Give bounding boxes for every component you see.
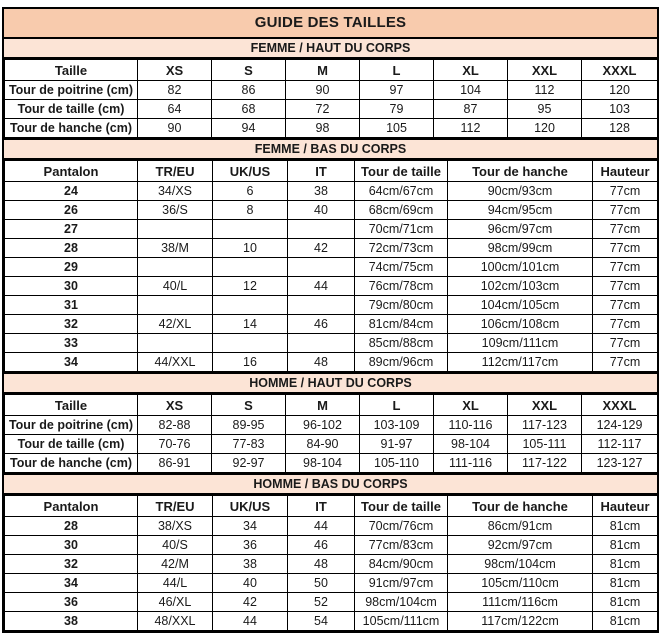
table-cell: 105 bbox=[360, 119, 434, 138]
table-row bbox=[5, 536, 658, 555]
table-cell: 77cm bbox=[593, 201, 658, 220]
table-cell: 34 bbox=[213, 517, 288, 536]
table-cell: 72 bbox=[286, 100, 360, 119]
table-cell bbox=[288, 258, 355, 277]
row-header: Tour de poitrine (cm) bbox=[5, 416, 138, 435]
table-row bbox=[5, 593, 658, 612]
table-cell: 44/XXL bbox=[138, 353, 213, 372]
table-cell: 112 bbox=[434, 119, 508, 138]
column-header: XXL bbox=[508, 395, 582, 416]
table-cell: 6 bbox=[213, 182, 288, 201]
table-cell: 81cm bbox=[593, 574, 658, 593]
row-header: 28 bbox=[5, 239, 138, 258]
table-cell: 86-91 bbox=[138, 454, 212, 473]
table-cell: 77cm bbox=[593, 315, 658, 334]
row-header: 30 bbox=[5, 277, 138, 296]
table-cell: 89cm/96cm bbox=[355, 353, 448, 372]
table-cell: 34/XS bbox=[138, 182, 213, 201]
table-row bbox=[5, 416, 658, 435]
table-row bbox=[5, 612, 658, 631]
table-row bbox=[5, 239, 658, 258]
table-cell bbox=[138, 296, 213, 315]
row-header: 33 bbox=[5, 334, 138, 353]
table-cell: 105cm/111cm bbox=[355, 612, 448, 631]
table-cell: 40 bbox=[288, 201, 355, 220]
column-header: XS bbox=[138, 60, 212, 81]
table-cell: 48 bbox=[288, 353, 355, 372]
table-cell: 81cm bbox=[593, 593, 658, 612]
table-cell: 14 bbox=[213, 315, 288, 334]
table-cell: 105-111 bbox=[508, 435, 582, 454]
table-cell: 98 bbox=[286, 119, 360, 138]
table-cell: 81cm bbox=[593, 517, 658, 536]
table-cell: 70cm/71cm bbox=[355, 220, 448, 239]
column-header: IT bbox=[288, 161, 355, 182]
table-cell: 110-116 bbox=[434, 416, 508, 435]
table-cell: 68cm/69cm bbox=[355, 201, 448, 220]
table-cell: 100cm/101cm bbox=[448, 258, 593, 277]
row-header: 29 bbox=[5, 258, 138, 277]
column-header: Taille bbox=[5, 395, 138, 416]
table-cell: 90 bbox=[138, 119, 212, 138]
column-header: TR/EU bbox=[138, 161, 213, 182]
table-cell: 40 bbox=[213, 574, 288, 593]
table-cell: 81cm bbox=[593, 555, 658, 574]
table-homme-haut-du-corps bbox=[4, 394, 658, 473]
column-header: Tour de hanche bbox=[448, 161, 593, 182]
header-row bbox=[5, 395, 658, 416]
table-cell: 95 bbox=[508, 100, 582, 119]
row-header: 38 bbox=[5, 612, 138, 631]
header-row bbox=[5, 60, 658, 81]
row-header: 31 bbox=[5, 296, 138, 315]
header-row bbox=[5, 496, 658, 517]
table-cell: 76cm/78cm bbox=[355, 277, 448, 296]
table-cell: 44 bbox=[288, 277, 355, 296]
table-cell: 46/XL bbox=[138, 593, 213, 612]
table-cell: 64cm/67cm bbox=[355, 182, 448, 201]
column-header: M bbox=[286, 395, 360, 416]
table-cell: 72cm/73cm bbox=[355, 239, 448, 258]
column-header: XXL bbox=[508, 60, 582, 81]
table-cell: 103-109 bbox=[360, 416, 434, 435]
row-header: 26 bbox=[5, 201, 138, 220]
table-cell: 86 bbox=[212, 81, 286, 100]
table-row bbox=[5, 517, 658, 536]
column-header: S bbox=[212, 395, 286, 416]
table-cell: 42/M bbox=[138, 555, 213, 574]
table-cell: 79cm/80cm bbox=[355, 296, 448, 315]
table-cell: 64 bbox=[138, 100, 212, 119]
column-header: XS bbox=[138, 395, 212, 416]
size-guide-sheet bbox=[2, 7, 659, 633]
table-cell: 120 bbox=[508, 119, 582, 138]
column-header: M bbox=[286, 60, 360, 81]
table-row bbox=[5, 81, 658, 100]
table-cell bbox=[138, 334, 213, 353]
table-cell: 79 bbox=[360, 100, 434, 119]
table-cell: 42 bbox=[213, 593, 288, 612]
table-cell: 123-127 bbox=[582, 454, 658, 473]
table-cell bbox=[213, 334, 288, 353]
table-cell: 98cm/99cm bbox=[448, 239, 593, 258]
table-cell: 109cm/111cm bbox=[448, 334, 593, 353]
column-header: Tour de taille bbox=[355, 496, 448, 517]
table-cell bbox=[288, 220, 355, 239]
row-header: 24 bbox=[5, 182, 138, 201]
table-cell: 84cm/90cm bbox=[355, 555, 448, 574]
table-cell bbox=[288, 334, 355, 353]
section-homme-bas-du-corps bbox=[4, 473, 657, 631]
table-cell: 77cm bbox=[593, 258, 658, 277]
table-row bbox=[5, 555, 658, 574]
table-cell: 98-104 bbox=[434, 435, 508, 454]
row-header: 34 bbox=[5, 574, 138, 593]
table-cell: 77-83 bbox=[212, 435, 286, 454]
table-cell: 81cm bbox=[593, 612, 658, 631]
table-cell: 16 bbox=[213, 353, 288, 372]
table-cell: 54 bbox=[288, 612, 355, 631]
table-cell: 77cm bbox=[593, 353, 658, 372]
table-cell: 91-97 bbox=[360, 435, 434, 454]
column-header: XL bbox=[434, 395, 508, 416]
table-cell: 40/S bbox=[138, 536, 213, 555]
table-cell: 81cm/84cm bbox=[355, 315, 448, 334]
table-femme-bas-du-corps bbox=[4, 160, 658, 372]
table-cell: 112-117 bbox=[582, 435, 658, 454]
table-cell: 96-102 bbox=[286, 416, 360, 435]
table-cell: 102cm/103cm bbox=[448, 277, 593, 296]
column-header: UK/US bbox=[213, 161, 288, 182]
table-row bbox=[5, 119, 658, 138]
table-cell: 42 bbox=[288, 239, 355, 258]
column-header: Hauteur bbox=[593, 161, 658, 182]
table-cell: 104 bbox=[434, 81, 508, 100]
table-cell: 94 bbox=[212, 119, 286, 138]
table-cell bbox=[213, 220, 288, 239]
column-header: L bbox=[360, 60, 434, 81]
section-header-homme-bas: HOMME / BAS DU CORPS bbox=[4, 473, 657, 495]
table-cell: 36/S bbox=[138, 201, 213, 220]
table-cell: 117-123 bbox=[508, 416, 582, 435]
column-header: XXXL bbox=[582, 60, 658, 81]
section-femme-bas-du-corps bbox=[4, 138, 657, 372]
table-cell: 77cm bbox=[593, 220, 658, 239]
table-cell: 105-110 bbox=[360, 454, 434, 473]
column-header: XL bbox=[434, 60, 508, 81]
table-cell: 103 bbox=[582, 100, 658, 119]
table-cell: 48/XXL bbox=[138, 612, 213, 631]
table-cell: 48 bbox=[288, 555, 355, 574]
table-cell: 117-122 bbox=[508, 454, 582, 473]
row-header: 27 bbox=[5, 220, 138, 239]
table-cell: 98-104 bbox=[286, 454, 360, 473]
row-header: 30 bbox=[5, 536, 138, 555]
column-header: Tour de taille bbox=[355, 161, 448, 182]
row-header: 34 bbox=[5, 353, 138, 372]
table-cell: 90 bbox=[286, 81, 360, 100]
table-row bbox=[5, 277, 658, 296]
table-row bbox=[5, 315, 658, 334]
table-row bbox=[5, 220, 658, 239]
column-header: S bbox=[212, 60, 286, 81]
table-cell: 92cm/97cm bbox=[448, 536, 593, 555]
table-cell: 52 bbox=[288, 593, 355, 612]
column-header: UK/US bbox=[213, 496, 288, 517]
table-homme-bas-du-corps bbox=[4, 495, 658, 631]
section-header-femme-bas: FEMME / BAS DU CORPS bbox=[4, 138, 657, 160]
table-cell: 44 bbox=[288, 517, 355, 536]
table-row bbox=[5, 182, 658, 201]
table-cell: 89-95 bbox=[212, 416, 286, 435]
section-femme-haut-du-corps bbox=[4, 39, 657, 138]
table-cell: 91cm/97cm bbox=[355, 574, 448, 593]
table-cell: 77cm bbox=[593, 182, 658, 201]
row-header: Tour de hanche (cm) bbox=[5, 454, 138, 473]
table-cell: 85cm/88cm bbox=[355, 334, 448, 353]
table-cell: 77cm/83cm bbox=[355, 536, 448, 555]
table-row bbox=[5, 334, 658, 353]
table-cell: 44/L bbox=[138, 574, 213, 593]
table-cell: 74cm/75cm bbox=[355, 258, 448, 277]
table-cell: 120 bbox=[582, 81, 658, 100]
row-header: Tour de taille (cm) bbox=[5, 435, 138, 454]
column-header: Hauteur bbox=[593, 496, 658, 517]
section-header-femme-haut: FEMME / HAUT DU CORPS bbox=[4, 39, 657, 59]
table-cell: 46 bbox=[288, 315, 355, 334]
table-cell: 104cm/105cm bbox=[448, 296, 593, 315]
table-cell: 97 bbox=[360, 81, 434, 100]
table-cell: 92-97 bbox=[212, 454, 286, 473]
table-cell: 38/M bbox=[138, 239, 213, 258]
table-row bbox=[5, 201, 658, 220]
table-cell: 82-88 bbox=[138, 416, 212, 435]
table-cell: 111cm/116cm bbox=[448, 593, 593, 612]
table-cell: 112 bbox=[508, 81, 582, 100]
row-header: 32 bbox=[5, 315, 138, 334]
table-cell: 70-76 bbox=[138, 435, 212, 454]
table-cell: 90cm/93cm bbox=[448, 182, 593, 201]
page-title: GUIDE DES TAILLES bbox=[4, 9, 657, 39]
table-cell: 40/L bbox=[138, 277, 213, 296]
row-header: 36 bbox=[5, 593, 138, 612]
table-cell: 117cm/122cm bbox=[448, 612, 593, 631]
section-homme-haut-du-corps bbox=[4, 372, 657, 473]
table-cell: 94cm/95cm bbox=[448, 201, 593, 220]
column-header: IT bbox=[288, 496, 355, 517]
table-cell: 128 bbox=[582, 119, 658, 138]
section-header-homme-haut: HOMME / HAUT DU CORPS bbox=[4, 372, 657, 394]
table-cell: 38 bbox=[213, 555, 288, 574]
table-cell: 84-90 bbox=[286, 435, 360, 454]
header-row bbox=[5, 161, 658, 182]
table-cell: 44 bbox=[213, 612, 288, 631]
table-row bbox=[5, 454, 658, 473]
table-row bbox=[5, 574, 658, 593]
table-cell: 106cm/108cm bbox=[448, 315, 593, 334]
table-cell: 98cm/104cm bbox=[448, 555, 593, 574]
column-header: Tour de hanche bbox=[448, 496, 593, 517]
table-cell: 87 bbox=[434, 100, 508, 119]
table-cell: 38/XS bbox=[138, 517, 213, 536]
row-header: 32 bbox=[5, 555, 138, 574]
table-cell: 111-116 bbox=[434, 454, 508, 473]
column-header: Pantalon bbox=[5, 496, 138, 517]
row-header: Tour de taille (cm) bbox=[5, 100, 138, 119]
table-cell: 77cm bbox=[593, 334, 658, 353]
table-cell bbox=[213, 296, 288, 315]
table-row bbox=[5, 353, 658, 372]
table-femme-haut-du-corps bbox=[4, 59, 658, 138]
table-cell: 77cm bbox=[593, 239, 658, 258]
table-cell: 12 bbox=[213, 277, 288, 296]
table-cell: 124-129 bbox=[582, 416, 658, 435]
table-cell bbox=[288, 296, 355, 315]
table-cell: 77cm bbox=[593, 277, 658, 296]
table-cell: 46 bbox=[288, 536, 355, 555]
table-cell: 36 bbox=[213, 536, 288, 555]
table-cell bbox=[213, 258, 288, 277]
table-cell: 68 bbox=[212, 100, 286, 119]
column-header: TR/EU bbox=[138, 496, 213, 517]
table-cell: 81cm bbox=[593, 536, 658, 555]
table-cell: 42/XL bbox=[138, 315, 213, 334]
table-cell: 105cm/110cm bbox=[448, 574, 593, 593]
column-header: L bbox=[360, 395, 434, 416]
row-header: Tour de hanche (cm) bbox=[5, 119, 138, 138]
table-row bbox=[5, 296, 658, 315]
row-header: 28 bbox=[5, 517, 138, 536]
table-cell: 8 bbox=[213, 201, 288, 220]
row-header: Tour de poitrine (cm) bbox=[5, 81, 138, 100]
table-cell: 112cm/117cm bbox=[448, 353, 593, 372]
table-cell: 82 bbox=[138, 81, 212, 100]
table-cell: 50 bbox=[288, 574, 355, 593]
table-cell: 86cm/91cm bbox=[448, 517, 593, 536]
table-cell: 96cm/97cm bbox=[448, 220, 593, 239]
table-row bbox=[5, 100, 658, 119]
table-cell: 10 bbox=[213, 239, 288, 258]
column-header: XXXL bbox=[582, 395, 658, 416]
table-cell: 98cm/104cm bbox=[355, 593, 448, 612]
table-row bbox=[5, 258, 658, 277]
column-header: Taille bbox=[5, 60, 138, 81]
table-row bbox=[5, 435, 658, 454]
column-header: Pantalon bbox=[5, 161, 138, 182]
table-cell: 38 bbox=[288, 182, 355, 201]
table-cell: 77cm bbox=[593, 296, 658, 315]
table-cell bbox=[138, 220, 213, 239]
table-cell: 70cm/76cm bbox=[355, 517, 448, 536]
table-cell bbox=[138, 258, 213, 277]
